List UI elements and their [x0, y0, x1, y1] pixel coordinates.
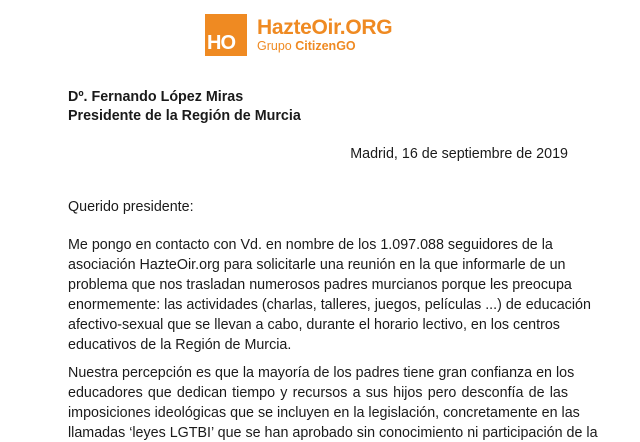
logo-subtitle: Grupo CitizenGO — [257, 39, 356, 54]
greeting: Querido presidente: — [68, 199, 194, 215]
paragraph-line: enormemente: las actividades (charlas, talleres, juegos, películas ...) de educación — [68, 297, 591, 313]
paragraph-line: educativos de la Región de Murcia. — [68, 337, 292, 353]
recipient-name: Dº. Fernando López Miras — [68, 89, 244, 105]
paragraph-line: imposiciones ideológicas que se incluyen en la legislación, concretamente en las — [68, 405, 580, 421]
letter-date: Madrid, 16 de septiembre de 2019 — [350, 146, 568, 162]
hazteoir-logo — [205, 14, 392, 56]
logo-mark: HO — [205, 14, 247, 56]
paragraph-line: educadores que dedican tiempo y recursos a sus hijos pero desconfía de las — [68, 385, 568, 401]
paragraph-line: Me pongo en contacto con Vd. en nombre de los 1.097.088 seguidores de la — [68, 237, 553, 253]
recipient-title: Presidente de la Región de Murcia — [68, 108, 301, 124]
paragraph-line: afectivo-sexual que se llevan a cabo, durante el horario lectivo, en los centros — [68, 317, 560, 333]
paragraph-line: asociación HazteOir.org para solicitarle una reunión en la que informarle de un — [68, 257, 566, 273]
paragraph-line: problema que nos trasladan numerosos padres murcianos porque les preocupa — [68, 277, 572, 293]
paragraph-line: Nuestra percepción es que la mayoría de los padres tiene gran confianza en los — [68, 365, 575, 381]
paragraph-line: llamadas ‘leyes LGTBI’ que se han aprobado sin conocimiento ni participación de la — [68, 425, 598, 441]
logo-title: HazteOir.ORG — [257, 16, 393, 40]
